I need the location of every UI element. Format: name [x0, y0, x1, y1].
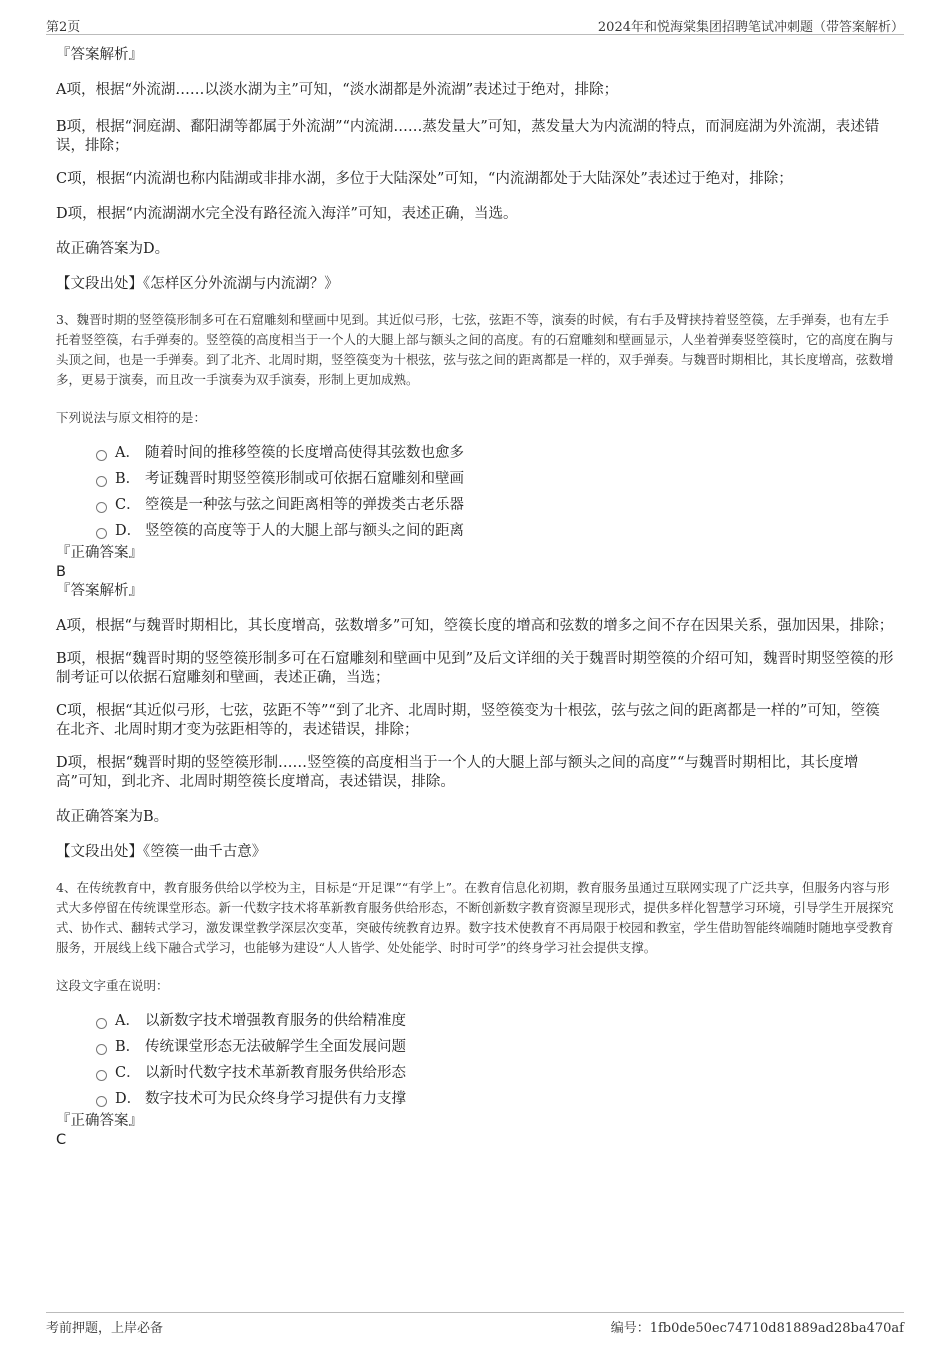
- option-letter: A．: [115, 445, 140, 461]
- q3-option-a[interactable]: [96, 440, 894, 466]
- q4-options: [56, 1008, 894, 1112]
- q2-analysis-label: 『答案解析』: [56, 47, 143, 63]
- radio-icon[interactable]: [96, 450, 107, 461]
- option-text: 传统课堂形态无法破解学生全面发展问题: [145, 1039, 406, 1055]
- page-footer: [46, 1312, 904, 1335]
- q3-option-d[interactable]: [96, 518, 894, 544]
- option-letter: D．: [115, 523, 142, 539]
- q2-source: 【文段出处】《怎样区分外流湖与内流湖？》: [56, 276, 339, 292]
- q4-correct-answer: C: [56, 1132, 67, 1148]
- q3-question: 下列说法与原文相符的是：: [56, 410, 207, 425]
- q3-analysis-label: 『答案解析』: [56, 583, 143, 599]
- option-text: 以新时代数字技术革新教育服务供给形态: [145, 1065, 406, 1081]
- q3-option-c[interactable]: [96, 492, 894, 518]
- radio-icon[interactable]: [96, 528, 107, 539]
- q3-correct-label: 『正确答案』: [56, 545, 143, 561]
- q3-correct-answer: B: [56, 564, 66, 580]
- option-letter: A．: [115, 1013, 140, 1029]
- page-header: [46, 14, 904, 35]
- q3-analysis-a: A项，根据“与魏晋时期相比，其长度增高，弦数增多”可知，箜篌长度的增高和弦数的增多之间不存在因果关系，强加因果，排除；: [56, 618, 894, 634]
- option-letter: B．: [115, 471, 141, 487]
- radio-icon[interactable]: [96, 502, 107, 513]
- q4-option-c[interactable]: [96, 1060, 894, 1086]
- q3-analysis-c: C项，根据“其近似弓形，七弦，弦距不等”“到了北齐、北周时期，竖箜篌变为十根弦，弦与弦之间的距离都是一样的”可知，箜篌在北齐、北周时期才变为弦距相等的，表述错误，排除；: [56, 703, 880, 738]
- q2-analysis-b: B项，根据“洞庭湖、鄱阳湖等都属于外流湖”“内流湖……蒸发量大”可知，蒸发量大为内流湖的特点，而洞庭湖为外流湖，表述错误，排除；: [56, 119, 880, 154]
- q3-analysis-d: D项，根据“魏晋时期的竖箜篌形制……竖箜篌的高度相当于一个人的大腿上部与额头之间的高度”“与魏晋时期相比，其长度增高”可知，到北齐、北周时期箜篌长度增高，表述错误，排除。: [56, 755, 859, 790]
- q2-analysis-d: D项，根据“内流湖湖水完全没有路径流入海洋”可知，表述正确，当选。: [56, 206, 518, 222]
- radio-icon[interactable]: [96, 476, 107, 487]
- q3-options: [56, 440, 894, 544]
- option-letter: D．: [115, 1091, 142, 1107]
- q4-passage: 4、在传统教育中，教育服务供给以学校为主，目标是“开足课”“有学上”。在教育信息化初期，教育服务虽通过互联网实现了广泛共享，但服务内容与形式大多停留在传统课堂形态。新一代数字技术将革新教育服务供给形态，不断创新数字教育资源呈现形式，提供多样化智慧学习环境，引导学生开展探究式、协作式、翻转式学习，激发课堂教学深层次变革，突破传统教育边界。数字技术使教育不再局限于校园和教室，学生借助智能终端随时随地享受教育服务，开展线上线下融合式学习，也能够为建设“人人皆学、处处能学、时时可学”的终身学习社会提供支撑。: [56, 880, 894, 955]
- radio-icon[interactable]: [96, 1070, 107, 1081]
- option-letter: C．: [115, 497, 141, 513]
- q3-conclusion: 故正确答案为B。: [56, 809, 169, 825]
- option-text: 随着时间的推移箜篌的长度增高使得其弦数也愈多: [145, 445, 464, 461]
- option-text: 考证魏晋时期竖箜篌形制或可依据石窟雕刻和壁画: [145, 471, 464, 487]
- q4-option-b[interactable]: [96, 1034, 894, 1060]
- q4-correct-label: 『正确答案』: [56, 1113, 143, 1129]
- radio-icon[interactable]: [96, 1096, 107, 1107]
- option-letter: C．: [115, 1065, 141, 1081]
- q2-conclusion: 故正确答案为D。: [56, 241, 170, 257]
- option-text: 数字技术可为民众终身学习提供有力支撑: [145, 1091, 406, 1107]
- document-title: 2024年和悦海棠集团招聘笔试冲刺题（带答案解析）: [597, 20, 904, 35]
- page-number: 第2页: [46, 20, 81, 35]
- document-serial: 编号：1fb0de50ec74710d81889ad28ba470af: [610, 1321, 904, 1336]
- document-body: [56, 46, 894, 1150]
- q4-option-a[interactable]: [96, 1008, 894, 1034]
- radio-icon[interactable]: [96, 1044, 107, 1055]
- radio-icon[interactable]: [96, 1018, 107, 1029]
- option-text: 以新数字技术增强教育服务的供给精准度: [145, 1013, 406, 1029]
- q2-analysis-c: C项，根据“内流湖也称内陆湖或非排水湖，多位于大陆深处”可知，“内流湖都处于大陆深处”表述过于绝对，排除；: [56, 171, 793, 187]
- option-text: 竖箜篌的高度等于人的大腿上部与额头之间的距离: [145, 523, 464, 539]
- footer-slogan: 考前押题，上岸必备: [46, 1321, 164, 1336]
- q3-analysis-b: B项，根据“魏晋时期的竖箜篌形制多可在石窟雕刻和壁画中见到”及后文详细的关于魏晋时期箜篌的介绍可知，魏晋时期竖箜篌的形制考证可以依据石窟雕刻和壁画，表述正确，当选；: [56, 651, 894, 686]
- q4-option-d[interactable]: [96, 1086, 894, 1112]
- option-letter: B．: [115, 1039, 141, 1055]
- q3-source: 【文段出处】《箜篌一曲千古意》: [56, 844, 267, 860]
- q4-question: 这段文字重在说明：: [56, 978, 169, 993]
- option-text: 箜篌是一种弦与弦之间距离相等的弹拨类古老乐器: [145, 497, 464, 513]
- q3-passage: 3、魏晋时期的竖箜篌形制多可在石窟雕刻和壁画中见到。其近似弓形，七弦，弦距不等，演奏的时候，有右手及臂挟持着竖箜篌，左手弹奏，也有左手托着竖箜篌，右手弹奏的。竖箜篌的高度相当于一个人的大腿上部与额头之间的高度。有的石窟雕刻和壁画显示，人坐着弹奏竖箜篌时，它的高度在胸与头顶之间，也是一手弹奏。到了北齐、北周时期，竖箜篌变为十根弦，弦与弦之间的距离都是一样的，双手弹奏。与魏晋时期相比，其长度增高，弦数增多，更易于演奏，而且改一手演奏为双手演奏，形制上更加成熟。: [56, 312, 894, 387]
- q3-option-b[interactable]: [96, 466, 894, 492]
- q2-analysis-a: A项，根据“外流湖……以淡水湖为主”可知，“淡水湖都是外流湖”表述过于绝对，排除；: [56, 82, 619, 98]
